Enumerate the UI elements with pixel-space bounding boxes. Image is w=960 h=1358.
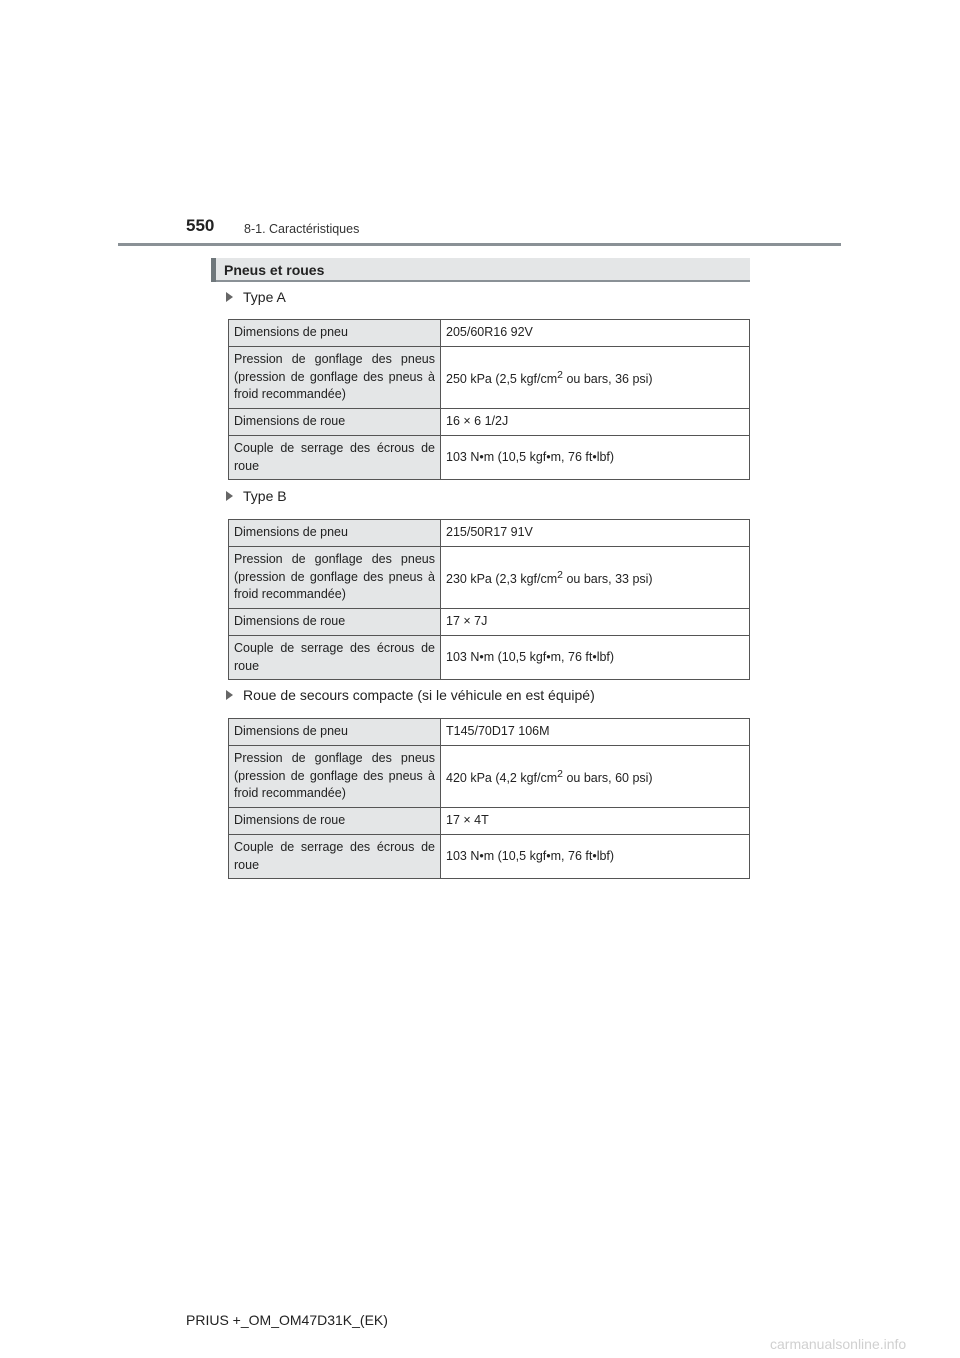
row-value: 103 N•m (10,5 kgf•m, 76 ft•lbf) bbox=[441, 636, 750, 680]
row-value: 17 × 7J bbox=[441, 609, 750, 636]
watermark: carmanualsonline.info bbox=[770, 1336, 907, 1352]
row-label: Dimensions de pneu bbox=[229, 320, 441, 347]
document-code: PRIUS +_OM_OM47D31K_(EK) bbox=[186, 1312, 388, 1328]
value-text: ou bars, 33 psi) bbox=[562, 571, 653, 586]
value-text: ou bars, 60 psi) bbox=[562, 770, 653, 785]
row-label: Pression de gonflage des pneus (pression de gonflage des pneus à froid recommandée) bbox=[229, 746, 441, 808]
subheading-label: Roue de secours compacte (si le véhicule en est équipé) bbox=[243, 687, 595, 703]
row-value bbox=[441, 547, 750, 609]
value-text: 230 kPa (2,3 kgf/cm bbox=[446, 571, 558, 586]
row-label: Couple de serrage des écrous de roue bbox=[229, 835, 441, 879]
row-label: Couple de serrage des écrous de roue bbox=[229, 636, 441, 680]
table-row bbox=[229, 347, 750, 409]
row-value: 103 N•m (10,5 kgf•m, 76 ft•lbf) bbox=[441, 835, 750, 879]
row-label: Dimensions de roue bbox=[229, 409, 441, 436]
section-header-bar bbox=[211, 258, 216, 282]
subheading-label: Type A bbox=[243, 289, 286, 305]
table-row bbox=[229, 746, 750, 808]
row-value: 103 N•m (10,5 kgf•m, 76 ft•lbf) bbox=[441, 436, 750, 480]
subheading-label: Type B bbox=[243, 488, 287, 504]
row-label: Pression de gonflage des pneus (pression de gonflage des pneus à froid recommandée) bbox=[229, 547, 441, 609]
table-row bbox=[229, 520, 750, 547]
page-number: 550 bbox=[186, 216, 215, 235]
table-row bbox=[229, 436, 750, 480]
header-divider bbox=[118, 243, 841, 246]
value-superscript: 2 bbox=[557, 768, 563, 780]
chapter-title: 8-1. Caractéristiques bbox=[244, 222, 360, 236]
row-label: Pression de gonflage des pneus (pression de gonflage des pneus à froid recommandée) bbox=[229, 347, 441, 409]
spec-table-type-a bbox=[228, 319, 750, 480]
subheading-type-a bbox=[226, 289, 286, 305]
spec-table-spare-wheel bbox=[228, 718, 750, 879]
value-superscript: 2 bbox=[557, 369, 563, 381]
row-value bbox=[441, 746, 750, 808]
section-header bbox=[211, 258, 750, 282]
table-row bbox=[229, 547, 750, 609]
table-row bbox=[229, 636, 750, 680]
value-superscript: 2 bbox=[557, 569, 563, 581]
row-value: 16 × 6 1/2J bbox=[441, 409, 750, 436]
subheading-type-b bbox=[226, 488, 287, 504]
triangle-bullet-icon bbox=[226, 292, 233, 302]
table-row bbox=[229, 409, 750, 436]
row-label: Dimensions de pneu bbox=[229, 719, 441, 746]
table-row bbox=[229, 320, 750, 347]
row-value: T145/70D17 106M bbox=[441, 719, 750, 746]
row-value bbox=[441, 347, 750, 409]
row-label: Dimensions de roue bbox=[229, 808, 441, 835]
row-value: 205/60R16 92V bbox=[441, 320, 750, 347]
row-label: Dimensions de roue bbox=[229, 609, 441, 636]
row-value: 215/50R17 91V bbox=[441, 520, 750, 547]
row-label: Couple de serrage des écrous de roue bbox=[229, 436, 441, 480]
row-value: 17 × 4T bbox=[441, 808, 750, 835]
value-text: ou bars, 36 psi) bbox=[562, 371, 653, 386]
spec-table-type-b bbox=[228, 519, 750, 680]
triangle-bullet-icon bbox=[226, 491, 233, 501]
table-row bbox=[229, 808, 750, 835]
table-row bbox=[229, 719, 750, 746]
table-row bbox=[229, 609, 750, 636]
value-text: 420 kPa (4,2 kgf/cm bbox=[446, 770, 558, 785]
row-label: Dimensions de pneu bbox=[229, 520, 441, 547]
table-row bbox=[229, 835, 750, 879]
section-title: Pneus et roues bbox=[224, 262, 325, 278]
triangle-bullet-icon bbox=[226, 690, 233, 700]
subheading-spare-wheel bbox=[226, 687, 595, 703]
value-text: 250 kPa (2,5 kgf/cm bbox=[446, 371, 558, 386]
